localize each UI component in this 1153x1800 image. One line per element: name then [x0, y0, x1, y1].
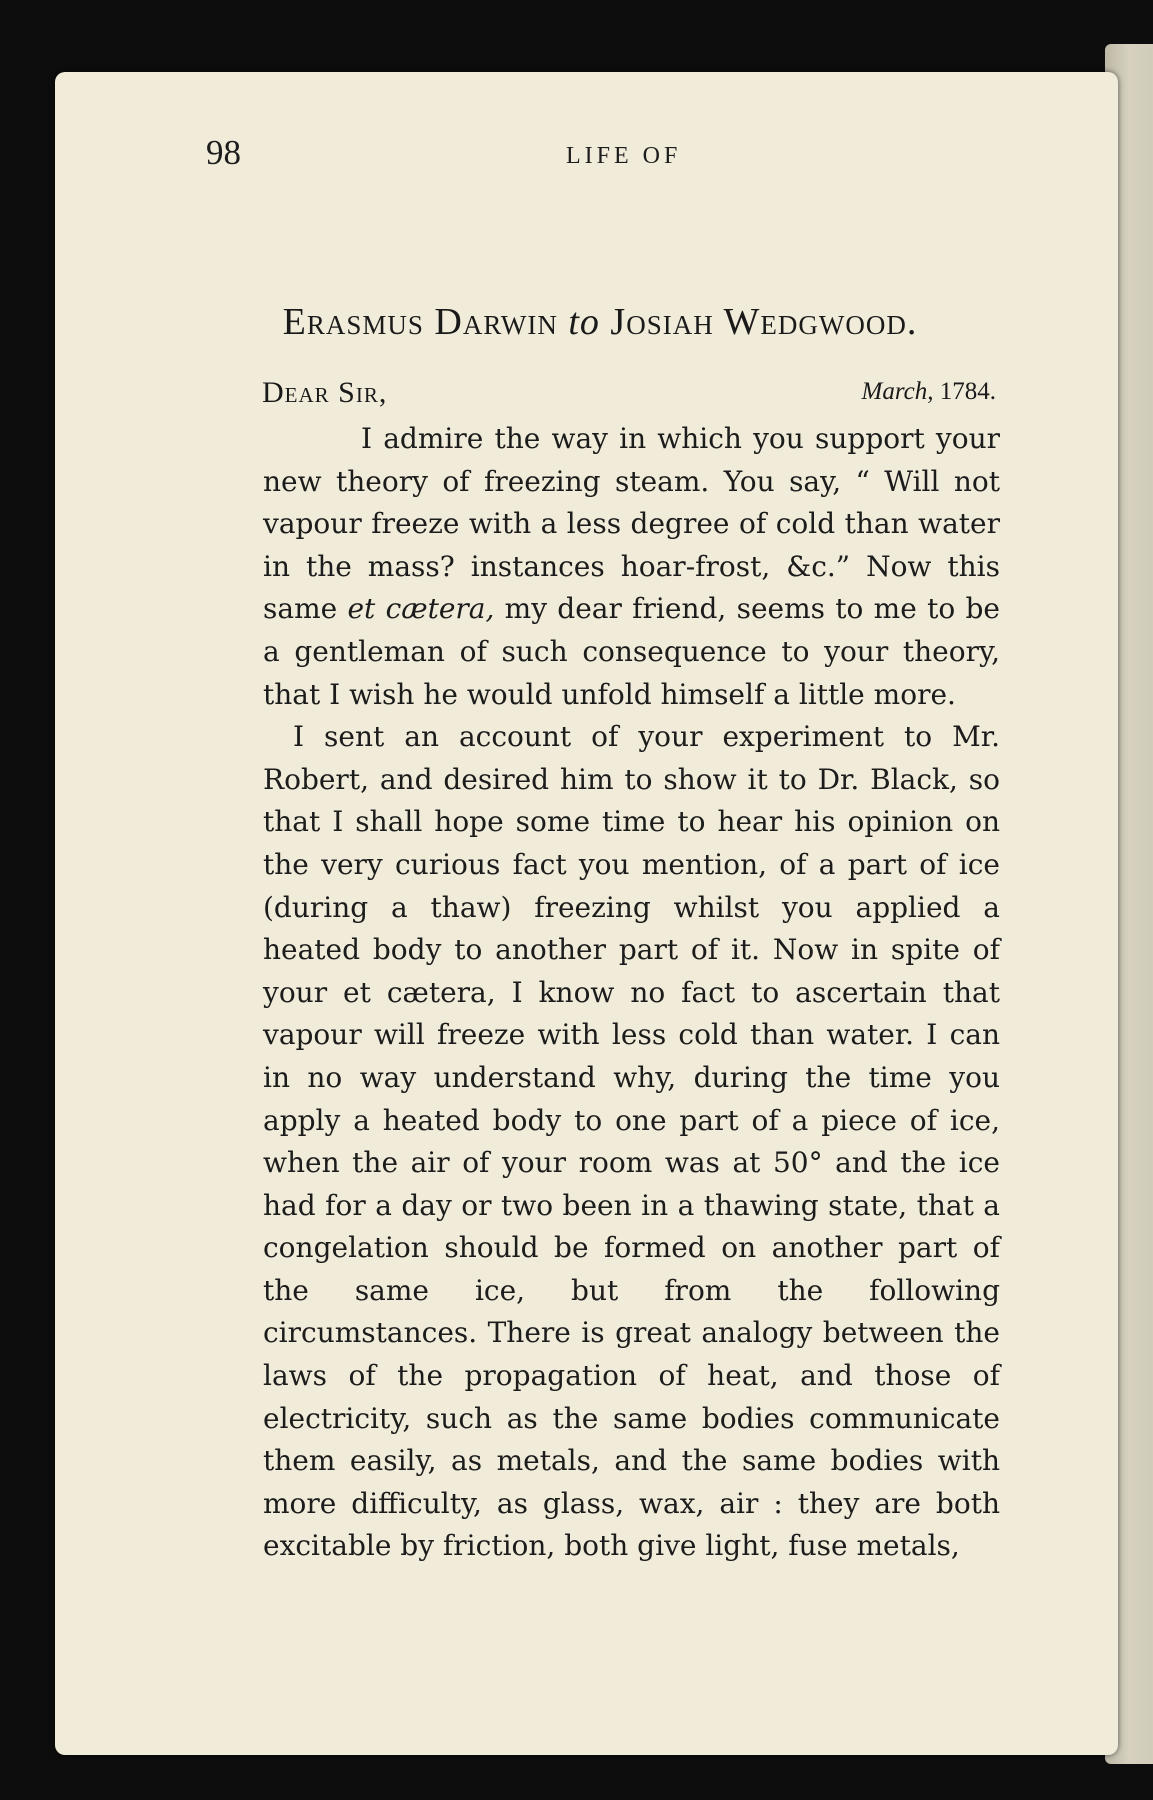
letter-heading: [200, 300, 1000, 344]
salutation-line: [206, 376, 996, 420]
running-title: LIFE OF: [566, 143, 682, 169]
salutation: Dear Sir,: [262, 376, 388, 409]
paragraph-1-part-a: I admire the way in which you support your new theory of freezing steam. You say, “ Will not vapour freeze with a less degree of cold than water in the mass? instances hoar-frost, &c.” Now this same: [263, 422, 1000, 626]
letter-recipient: Josiah Wedgwood.: [610, 301, 918, 343]
letter-date: [862, 378, 996, 406]
letter-body: [263, 418, 1000, 1568]
running-head: [206, 133, 996, 185]
paragraph-1-part-b: my dear friend, seems to me to be a gentleman of such consequence to your theory, that I wish he would unfold himself a little more.: [263, 592, 1000, 711]
letter-sender: Erasmus Darwin: [282, 301, 558, 343]
date-year: 1784.: [939, 378, 996, 405]
paragraph-1: [263, 418, 1000, 716]
paragraph-1-italic: et cætera,: [347, 592, 495, 626]
paragraph-2: I sent an account of your experiment to Mr. Robert, and desired him to show it to Dr. Black, so that I shall hope some time to hear his opinion on the very curious fact you mention, of a part of ice (during a thaw) freezing whilst you applied a heated body to another part of it. Now in spite of your et cætera, I know no fact to ascertain that vapour will freeze with less cold than water. I can in no way understand why, during the time you apply a heated body to one part of a piece of ice, when the air of your room was at 50° and the ice had for a day or two been in a thawing state, that a congelation should be formed on another part of the same ice, but from the following circumstances. There is great analogy between the laws of the propagation of heat, and those of electricity, such as the same bodies communicate them easily, as metals, and the same bodies with more difficulty, as glass, wax, air : they are both excitable by friction, both give light, fuse metals,: [263, 720, 1000, 1563]
date-month: March,: [861, 378, 934, 405]
letter-connector: to: [568, 301, 600, 343]
page-number: 98: [206, 133, 241, 172]
